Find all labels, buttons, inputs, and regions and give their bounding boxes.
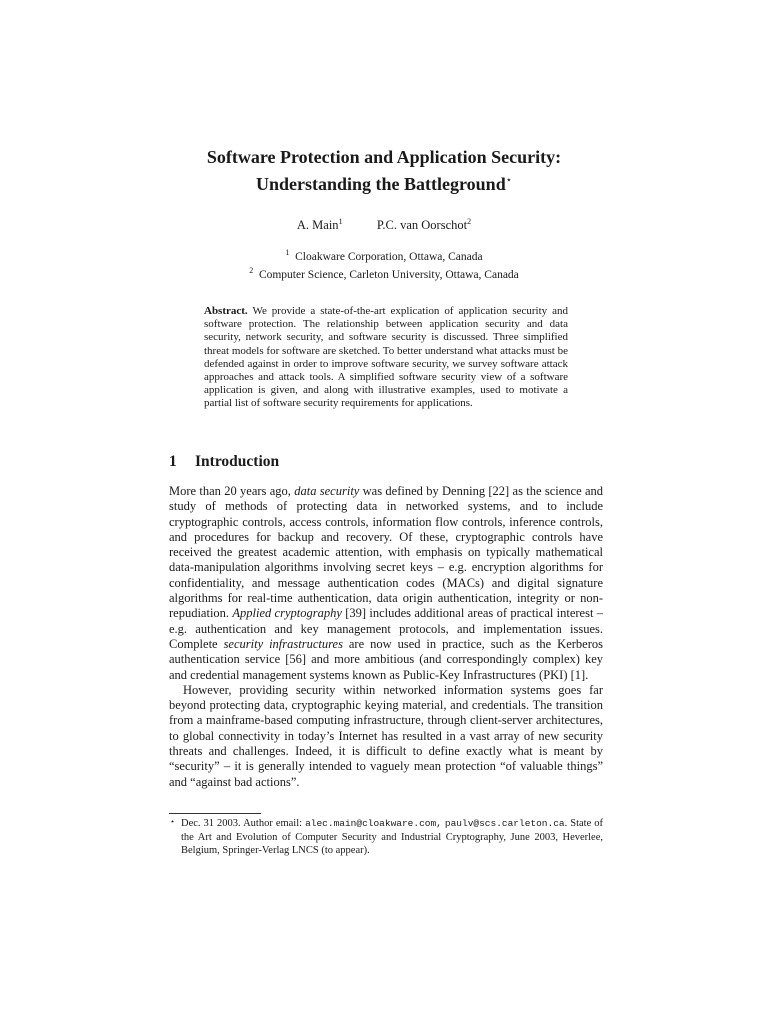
text-run: [39] includes additional areas of practical interest – e.g. authentication and key management protocols, and implementation issues. Complete: [169, 606, 604, 651]
affiliation: [0, 246, 768, 264]
paper-title: [0, 146, 768, 196]
section-heading: [169, 453, 279, 471]
author-affil-mark: 2: [467, 217, 472, 226]
title-footnote-mark: ⋆: [505, 175, 512, 186]
text-run: was defined by Denning [22] as the science and study of methods of protecting data in networked systems, and to include cryptographic controls, access controls, information flow controls, inference controls, and procedures for backup and recovery. Of these, cryptographic controls have received the greatest academic attention, with emphasis on typically mathematical data-manipulation algorithms involving secret keys – e.g. encryption algorithms for confidentiality, and message authentication codes (MACs) and digital signature algorithms for real-time authentication, data origin authentication, integrity or non-repudiation.: [169, 484, 603, 621]
affiliation: [0, 264, 768, 282]
footnote: [169, 817, 603, 858]
section-number: 1: [169, 453, 177, 470]
author-email: alec.main@cloakware.com,: [305, 818, 442, 829]
abstract-label: Abstract.: [204, 305, 248, 317]
author-email: paulv@scs.carleton.ca: [444, 818, 565, 829]
affiliation-text: Cloakware Corporation, Ottawa, Canada: [295, 250, 483, 263]
emphasis: security infrastructures: [223, 636, 343, 651]
author-affil-mark: 1: [338, 217, 343, 226]
author-name: P.C. van Oorschot: [376, 218, 468, 233]
footnote-suffix: . State of the Art and Evolution of Computer Security and Industrial Cryptography, June 2003, Heverlee, Belgium, Springer-Verlag LNCS (to appear).: [181, 818, 603, 856]
footnote-mark: ⋆: [170, 817, 176, 826]
footnote-prefix: Dec. 31 2003. Author email:: [181, 818, 306, 829]
section-title: Introduction: [195, 453, 280, 470]
emphasis: Applied cryptography: [232, 606, 342, 621]
affiliation-mark: 2: [249, 265, 254, 275]
title-line-2: [0, 169, 768, 196]
author-name: A. Main: [296, 218, 339, 233]
abstract: [204, 305, 568, 411]
emphasis: data security: [294, 484, 360, 498]
footnote-rule: [169, 813, 261, 814]
paragraph: However, providing security within networked information systems goes far beyond protecting data, cryptographic keying material, and credentials. The transition from a mainframe-based computing infrastructure, through client-server architectures, to global connectivity in today’s Internet has resulted in a vast array of new security threats and challenges. Indeed, it is difficult to define exactly what is meant by “security” – it is generally intended to vaguely mean protection “of valuable things” and “against bad actions”.: [169, 682, 603, 789]
author-list: [0, 217, 768, 233]
paragraph: [169, 484, 603, 683]
title-line-2-text: Understanding the Battleground: [256, 174, 506, 194]
text-run: More than 20 years ago,: [169, 484, 295, 498]
affiliations: [0, 246, 768, 282]
abstract-text: We provide a state-of-the-art explication of application security and software protection. The relationship between application security and data security, network security, and software security is discussed. Three simplified threat models for software are sketched. To better understand what attacks must be defended against in order to improve software security, we survey software attack approaches and attack tools. A simplified software security view of a software application is given, and along with illustrative examples, used to motivate a partial list of software security requirements for applications.: [204, 305, 568, 410]
title-line-1: Software Protection and Application Security:: [206, 147, 562, 167]
affiliation-text: Computer Science, Carleton University, Ottawa, Canada: [258, 268, 519, 281]
body-text: [169, 484, 603, 790]
affiliation-mark: 1: [285, 248, 290, 257]
text-run: are now used in practice, such as the Kerberos authentication service [56] and more ambitious (and correspondingly complex) key and credential management systems known as Public-Key Infrastructures (PKI) [1].: [169, 636, 603, 682]
